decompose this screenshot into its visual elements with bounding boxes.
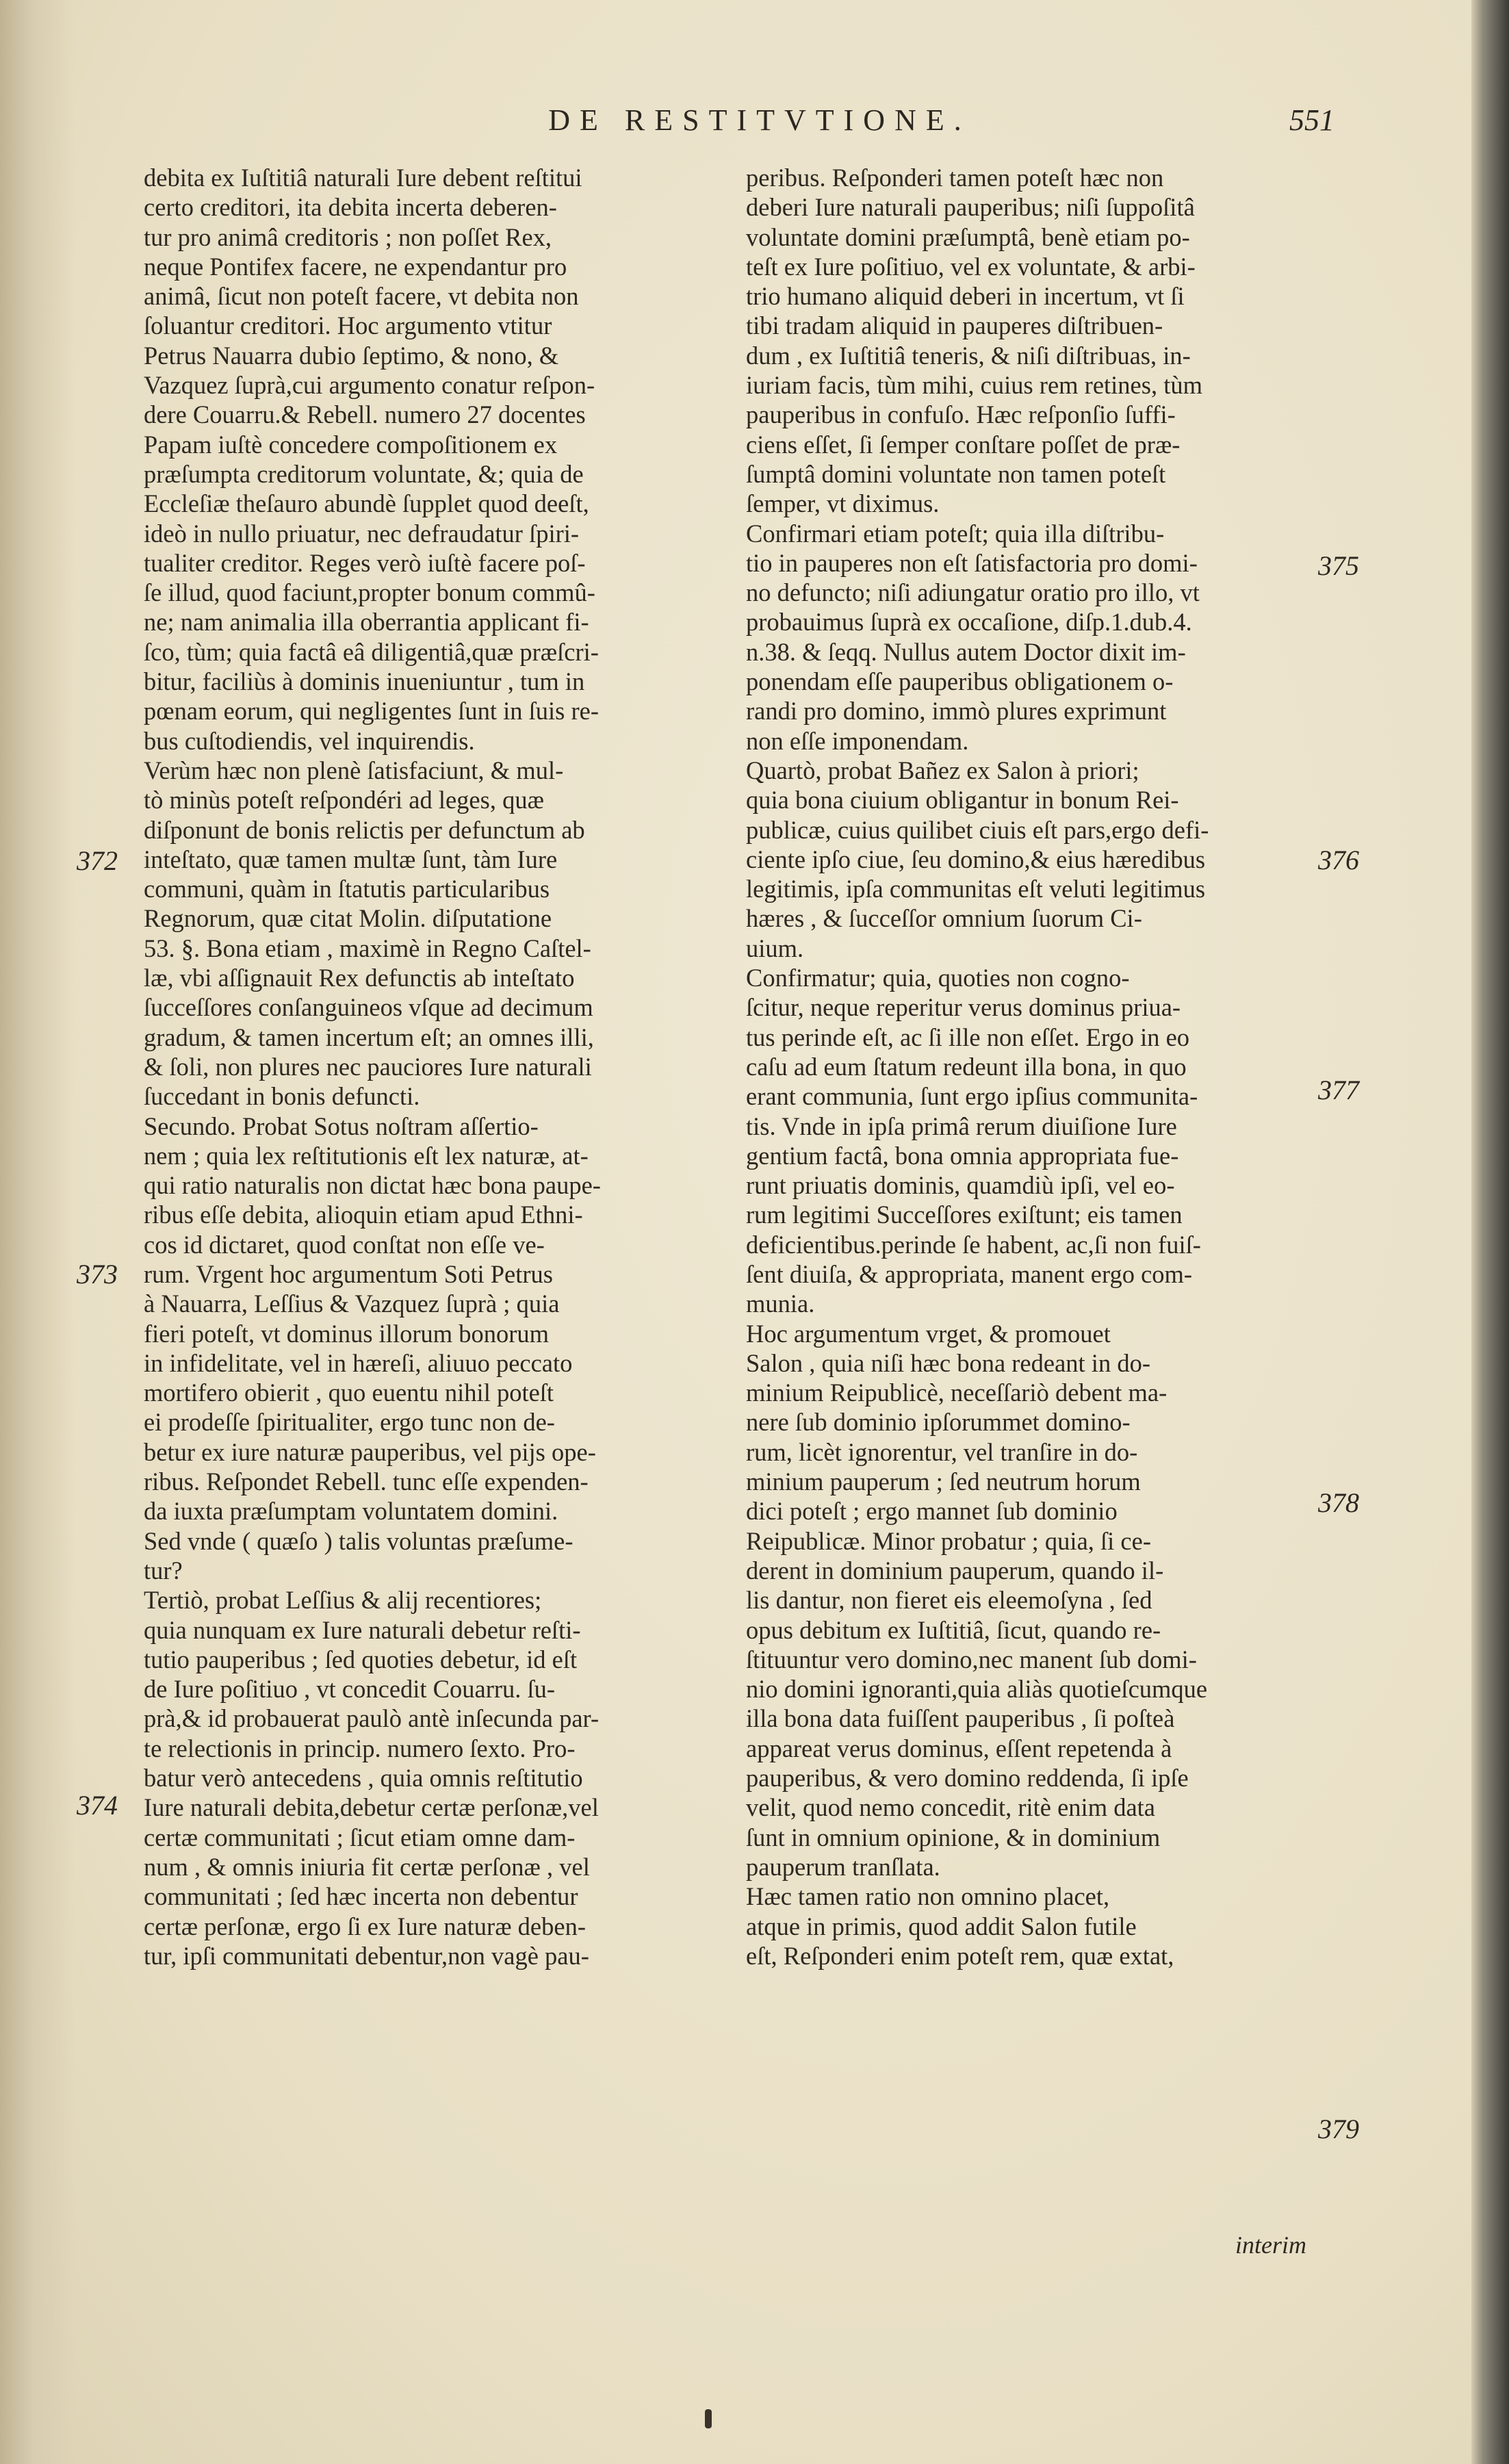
left-column-line: cos id dictaret, quod conſtat non eſſe ve- [144,1230,545,1259]
margin-number-372: 372 [77,845,118,876]
left-column-line: gradum, & tamen incertum eſt; an omnes illi, [144,1023,594,1051]
right-column-line: opus debitum ex Iuſtitiâ, ſicut, quando re- [746,1615,1161,1644]
catchword: interim [1235,2231,1306,2259]
right-column-line: ponendam eſſe pauperibus obligationem o- [746,667,1174,696]
left-column-line: Papam iuſtè concedere compoſitionem ex [144,430,558,459]
left-column-line: Regnorum, quæ citat Molin. diſputatione [144,904,552,933]
right-column-line: pauperum tranſlata. [746,1852,940,1881]
right-column-line: voluntate domini præſumptâ, benè etiam po- [746,222,1190,251]
margin-number-376: 376 [1318,845,1359,875]
right-column-line: gentium factâ, bona omnia appropriata fue- [746,1141,1179,1170]
right-column-line: peribus. Reſponderi tamen poteſt hæc non [746,164,1164,192]
left-column-line: ei prodeſſe ſpiritualiter, ergo tunc non de- [144,1408,555,1437]
left-column-line: te relectionis in princip. numero ſexto. Pro- [144,1734,576,1762]
left-column-line: prà,& id probauerat paulò antè inſecunda par- [144,1704,599,1733]
left-column-line: quia nunquam ex Iure naturali debetur reſti- [144,1615,581,1644]
left-column-line: Tertiò, probat Leſſius & alij recentiores; [144,1586,542,1615]
left-column-line: Petrus Nauarra dubio ſeptimo, & nono, & [144,341,559,370]
left-column-line: Sed vnde ( quæſo ) talis voluntas præſume- [144,1526,573,1555]
left-column-line: ſucceſſores conſanguineos vſque ad decimum [144,993,593,1022]
left-column-line: ſuccedant in bonis defuncti. [144,1082,420,1111]
right-column-line: munia. [746,1289,815,1318]
right-column-line: rum, licèt ignorentur, vel tranſire in do- [746,1437,1138,1466]
left-column-line: fieri poteſt, vt dominus illorum bonorum [144,1319,550,1348]
left-column-line: ſe illud, quod faciunt,propter bonum commû- [144,578,595,607]
right-column-line: randi pro domino, immò plures exprimunt [746,697,1167,726]
right-column-line: illa bona data fuiſſent pauperibus , ſi poſteà [746,1704,1175,1733]
left-column-line: læ, vbi aſſignauit Rex defunctis ab inteſtato [144,964,575,992]
right-column-line: erant communia, ſunt ergo ipſius communita- [746,1082,1198,1111]
right-column [746,163,1321,1971]
margin-number-375: 375 [1318,550,1359,581]
left-column [144,163,725,1971]
left-column-line: communi, quàm in ſtatutis particularibus [144,875,550,903]
right-column-line: tibi tradam aliquid in pauperes diſtribuen- [746,311,1163,340]
left-column-line: de Iure poſitiuo , vt concedit Couarru. ſu- [144,1675,556,1704]
right-column-line: publicæ, cuius quilibet ciuis eſt pars,ergo defi- [746,815,1209,844]
left-column-line: Eccleſiæ theſauro abundè ſupplet quod deeſt, [144,489,589,518]
left-column-line: dere Couarru.& Rebell. numero 27 docentes [144,400,586,429]
right-column-line: atque in primis, quod addit Salon futile [746,1912,1137,1940]
left-column-line: ribus. Reſpondet Rebell. tunc eſſe expenden- [144,1467,589,1496]
right-column-line: ſemper, vt diximus. [746,489,940,518]
left-column-line: à Nauarra, Leſſius & Vazquez ſuprà ; quia [144,1289,560,1318]
margin-number-379: 379 [1318,2114,1359,2144]
left-column-line: animâ, ſicut non poteſt facere, vt debita non [144,282,579,311]
left-column-line: da iuxta præſumptam voluntatem domini. [144,1497,558,1526]
left-column-line: diſponunt de bonis relictis per defunctum ab [144,815,585,844]
right-column-line: Confirmari etiam poteſt; quia illa diſtribu- [746,519,1165,548]
right-column-line: deberi Iure naturali pauperibus; niſi ſuppoſitâ [746,193,1195,222]
right-column-line: pauperibus, & vero domino reddenda, ſi ipſe [746,1764,1189,1793]
right-column-line: eſt, Reſponderi enim poteſt rem, quæ extat, [746,1941,1174,1970]
left-column-line: Iure naturali debita,debetur certæ perſonæ,vel [144,1793,599,1822]
right-column-line: Quartò, probat Bañez ex Salon à priori; [746,756,1139,784]
left-column-line: pœnam eorum, qui negligentes ſunt in ſuis re- [144,697,599,726]
right-column-line: tis. Vnde in ipſa primâ rerum diuiſione Iure [746,1112,1177,1140]
right-column-line: ſtituuntur vero domino,nec manent ſub domi- [746,1645,1197,1673]
margin-number-374: 374 [77,1790,118,1821]
left-column-line: certo creditori, ita debita incerta deberen- [144,193,557,222]
left-column-line: ſoluantur creditori. Hoc argumento vtitur [144,311,552,340]
left-column-line: ne; nam animalia illa oberrantia applicant fi- [144,608,589,637]
right-column-line: n.38. & ſeqq. Nullus autem Doctor dixit im- [746,637,1186,666]
left-column-line: in infidelitate, vel in hæreſi, aliuuo peccato [144,1348,573,1377]
right-column-line: runt priuatis dominis, quamdiù ipſi, vel eo- [746,1171,1175,1200]
right-column-line: non eſſe imponendam. [746,726,969,755]
right-column-line: Hoc argumentum vrget, & promouet [746,1319,1111,1348]
right-column-line: nere ſub dominio ipſorummet domino- [746,1408,1131,1437]
left-column-line: tualiter creditor. Reges verò iuſtè facere poſ- [144,548,586,577]
margin-number-378: 378 [1318,1487,1359,1518]
left-column-line: communitati ; ſed hæc incerta non debentur [144,1882,578,1911]
right-column-line: probauimus ſuprà ex occaſione, diſp.1.dub.4. [746,608,1192,637]
right-column-line: ſent diuiſa, & appropriata, manent ergo com- [746,1259,1193,1288]
left-column-line: tur pro animâ creditoris ; non poſſet Rex, [144,222,552,251]
left-column-line: tur, ipſi communitati debentur,non vagè pau- [144,1941,589,1970]
left-column-line: bitur, faciliùs à dominis inueniuntur , tum in [144,667,585,696]
right-column-line: Salon , quia niſi hæc bona redeant in do- [746,1348,1150,1377]
margin-number-373: 373 [77,1259,118,1289]
page-number: 551 [1289,103,1334,137]
left-column-line: 53. §. Bona etiam , maximè in Regno Caſtel- [144,934,591,962]
margin-number-377: 377 [1318,1075,1359,1105]
right-column-line: nio domini ignoranti,quia aliàs quotieſcumque [746,1675,1208,1704]
right-column-line: minium pauperum ; ſed neutrum horum [746,1467,1141,1496]
left-column-line: batur verò antecedens , quia omnis reſtitutio [144,1764,583,1793]
right-column-line: ciens eſſet, ſi ſemper conſtare poſſet de præ- [746,430,1181,459]
right-column-line: Reipublicæ. Minor probatur ; quia, ſi ce- [746,1526,1151,1555]
left-column-line: Verùm hæc non plenè ſatisfaciunt, & mul- [144,756,564,784]
right-column-line: dum , ex Iuſtitiâ teneris, & niſi diſtribuas, in- [746,341,1191,370]
left-column-line: certæ perſonæ, ergo ſi ex Iure naturæ deben- [144,1912,586,1940]
left-column-line: mortifero obierit , quo euentu nihil poteſt [144,1378,554,1407]
right-column-line: tio in pauperes non eſt ſatisfactoria pro domi- [746,548,1198,577]
right-column-line: deficientibus.perinde ſe habent, ac,ſi non fuiſ- [746,1230,1201,1259]
right-column-line: teſt ex Iure poſitiuo, vel ex voluntate, & arbi- [746,252,1196,281]
left-column-line: inteſtato, quæ tamen multæ ſunt, tàm Iure [144,845,558,873]
right-column-line: ſunt in omnium opinione, & in dominium [746,1823,1161,1851]
right-column-line: lis dantur, non fieret eis eleemoſyna , ſed [746,1586,1152,1615]
page-edge-shadow [1471,0,1509,2464]
right-column-line: quia bona ciuium obligantur in bonum Rei- [746,786,1179,814]
left-column-line: nem ; quia lex reſtitutionis eſt lex naturæ, at- [144,1141,589,1170]
right-column-line: legitimis, ipſa communitas eſt veluti legitimus [746,875,1206,903]
right-column-line: rum legitimi Succeſſores exiſtunt; eis tamen [746,1201,1183,1229]
left-column-line: tutio pauperibus ; ſed quoties debetur, id eſt [144,1645,578,1673]
right-column-line: derent in dominium pauperum, quando il- [746,1556,1164,1584]
right-column-line: hæres , & ſucceſſor omnium ſuorum Ci- [746,904,1142,933]
left-column-line: qui ratio naturalis non dictat hæc bona paupe- [144,1171,601,1200]
right-column-line: Hæc tamen ratio non omnino placet, [746,1882,1110,1911]
binding-gutter [0,0,75,2464]
right-column-line: uium. [746,934,804,962]
right-column-line: Confirmatur; quia, quoties non cogno- [746,964,1130,992]
left-column-line: num , & omnis iniuria fit certæ perſonæ , vel [144,1852,590,1881]
running-title: DE RESTITVTIONE. [548,103,971,137]
left-column-line: tur? [144,1556,183,1584]
left-column-line: & ſoli, non plures nec pauciores Iure naturali [144,1052,592,1081]
left-column-line: Secundo. Probat Sotus noſtram aſſertio- [144,1112,539,1140]
right-column-line: velit, quod nemo concedit, ritè enim data [746,1793,1156,1822]
right-column-line: minium Reipublicè, neceſſariò debent ma- [746,1378,1168,1407]
left-column-line: Vazquez ſuprà,cui argumento conatur reſpon- [144,371,595,400]
left-column-line: præſumpta creditorum voluntate, &; quia de [144,459,584,488]
right-column-line: iuriam facis, tùm mihi, cuius rem retines, tùm [746,371,1202,400]
right-column-line: appareat verus dominus, eſſent repetenda à [746,1734,1172,1762]
right-column-line: ſumptâ domini voluntate non tamen poteſt [746,459,1166,488]
right-column-line: no defuncto; niſi adiungatur oratio pro illo, vt [746,578,1200,607]
left-column-line: ribus eſſe debita, alioquin etiam apud Ethni- [144,1201,583,1229]
right-column-line: trio humano aliquid deberi in incertum, vt ſi [746,282,1185,311]
right-column-line: dici poteſt ; ergo mannet ſub dominio [746,1497,1118,1526]
right-column-line: tus perinde eſt, ac ſi ille non eſſet. Ergo in eo [746,1023,1190,1051]
printer-mark [705,2409,712,2428]
left-column-line: certæ communitati ; ſicut etiam omne dam- [144,1823,576,1851]
left-column-line: ſco, tùm; quia factâ eâ diligentiâ,quæ præſcri- [144,637,599,666]
left-column-line: ideò in nullo priuatur, nec defraudatur ſpiri- [144,519,580,548]
left-column-line: rum. Vrgent hoc argumentum Soti Petrus [144,1259,553,1288]
right-column-line: pauperibus in confuſo. Hæc reſponſio ſuffi- [746,400,1176,429]
left-column-line: bus cuſtodiendis, vel inquirendis. [144,726,475,755]
right-column-line: ciente ipſo ciue, ſeu domino,& eius hæredibus [746,845,1206,873]
left-column-line: neque Pontifex facere, ne expendantur pro [144,252,567,281]
right-column-line: ſcitur, neque reperitur verus dominus priua- [746,993,1181,1022]
left-column-line: betur ex iure naturæ pauperibus, vel pijs ope- [144,1437,596,1466]
right-column-line: caſu ad eum ſtatum redeunt illa bona, in quo [746,1052,1187,1081]
left-column-line: tò minùs poteſt reſpondéri ad leges, quæ [144,786,544,814]
left-column-line: debita ex Iuſtitiâ naturali Iure debent reſtitui [144,164,582,192]
